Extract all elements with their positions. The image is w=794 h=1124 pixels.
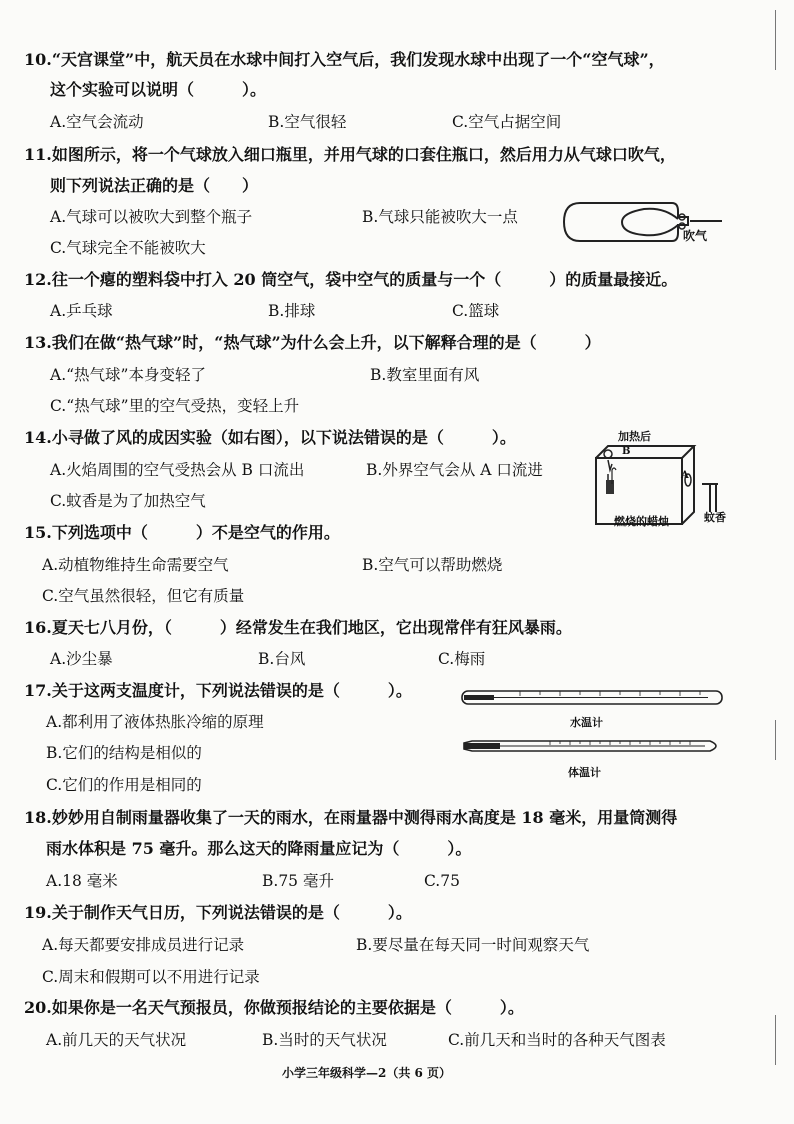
q15-stem-line1: 15.下列选项中（ ）不是空气的作用。 bbox=[24, 523, 340, 542]
q12-option-b: B.排球 bbox=[268, 302, 316, 320]
q10-option-a: A.空气会流动 bbox=[50, 113, 144, 131]
q11-stem-line2: 则下列说法正确的是（ ） bbox=[50, 176, 259, 195]
scan-edge-mark bbox=[775, 10, 776, 70]
q16-option-b: B.台风 bbox=[258, 650, 306, 668]
q19-option-b: B.要尽量在每天同一时间观察天气 bbox=[356, 936, 590, 954]
q13-option-b: B.教室里面有风 bbox=[370, 366, 480, 384]
scan-edge-mark bbox=[775, 720, 776, 760]
scan-edge-mark bbox=[775, 1015, 776, 1065]
q13-stem-line1: 13.我们在做“热气球”时，“热气球”为什么会上升，以下解释合理的是（ ） bbox=[24, 333, 601, 352]
q16-stem-line1: 16.夏天七八月份，（ ）经常发生在我们地区，它出现常伴有狂风暴雨。 bbox=[24, 618, 572, 637]
page-footer: 小学三年级科学—2（共 6 页） bbox=[282, 1066, 452, 1080]
q17-option-b: B.它们的结构是相似的 bbox=[46, 744, 202, 762]
q19-option-c: C.周末和假期可以不用进行记录 bbox=[42, 968, 260, 986]
q20-option-c: C.前几天和当时的各种天气图表 bbox=[448, 1031, 666, 1049]
water-thermometer-figure bbox=[460, 688, 726, 708]
q14-stem-line1: 14.小寻做了风的成因实验（如右图），以下说法错误的是（ ）。 bbox=[24, 428, 516, 447]
opening-a-label: A bbox=[681, 470, 689, 481]
q18-option-c: C.75 bbox=[424, 872, 460, 890]
body-thermometer-figure bbox=[460, 735, 726, 757]
q14-option-c: C.蚊香是为了加热空气 bbox=[50, 492, 206, 510]
q17-option-a: A.都利用了液体热胀冷缩的原理 bbox=[46, 713, 264, 731]
q16-option-c: C.梅雨 bbox=[438, 650, 486, 668]
q12-stem-line1: 12.往一个瘪的塑料袋中打入 20 筒空气，袋中空气的质量与一个（ ）的质量最接近。 bbox=[24, 270, 678, 289]
mosquito-incense-label: 蚊香 bbox=[704, 511, 726, 524]
opening-b-label: B bbox=[622, 446, 631, 457]
q20-stem-line1: 20.如果你是一名天气预报员，你做预报结论的主要依据是（ ）。 bbox=[24, 998, 524, 1017]
burning-candle-label: 燃烧的蜡烛 bbox=[614, 515, 669, 528]
q14-option-a: A.火焰周围的空气受热会从 B 口流出 bbox=[50, 461, 305, 479]
q14-option-b: B.外界空气会从 A 口流进 bbox=[366, 461, 543, 479]
body-thermometer-label: 体温计 bbox=[568, 766, 601, 779]
q18-stem-line1: 18.妙妙用自制雨量器收集了一天的雨水，在雨量器中测得雨水高度是 18 毫米，用量筒测得 bbox=[24, 808, 678, 827]
q18-option-b: B.75 毫升 bbox=[262, 872, 334, 890]
q18-stem-line2: 雨水体积是 75 毫升。那么这天的降雨量应记为（ ）。 bbox=[46, 839, 472, 858]
q16-option-a: A.沙尘暴 bbox=[50, 650, 113, 668]
q11-option-a: A.气球可以被吹大到整个瓶子 bbox=[50, 208, 253, 226]
q13-option-a: A.“热气球”本身变轻了 bbox=[50, 366, 206, 384]
q11-option-c: C.气球完全不能被吹大 bbox=[50, 239, 206, 257]
q20-option-b: B.当时的天气状况 bbox=[262, 1031, 387, 1049]
q15-option-a: A.动植物维持生命需要空气 bbox=[42, 556, 229, 574]
q19-option-a: A.每天都要安排成员进行记录 bbox=[42, 936, 245, 954]
heated-label: 加热后 bbox=[618, 430, 651, 443]
q15-option-c: C.空气虽然很轻，但它有质量 bbox=[42, 587, 245, 605]
q10-stem-line2: 这个实验可以说明（ ）。 bbox=[50, 80, 267, 99]
blow-air-label: 吹气 bbox=[683, 229, 708, 243]
q12-option-a: A.乒乓球 bbox=[50, 302, 113, 320]
q10-option-b: B.空气很轻 bbox=[268, 113, 347, 131]
q17-stem-line1: 17.关于这两支温度计，下列说法错误的是（ ）。 bbox=[24, 681, 412, 700]
q19-stem-line1: 19.关于制作天气日历，下列说法错误的是（ ）。 bbox=[24, 903, 412, 922]
q11-option-b: B.气球只能被吹大一点 bbox=[362, 208, 518, 226]
q10-stem-line1: 10.“天宫课堂”中，航天员在水球中间打入空气后，我们发现水球中出现了一个“空气球”， bbox=[24, 50, 665, 69]
water-thermometer-label: 水温计 bbox=[570, 716, 603, 729]
q10-option-c: C.空气占据空间 bbox=[452, 113, 562, 131]
q15-option-b: B.空气可以帮助燃烧 bbox=[362, 556, 503, 574]
q20-option-a: A.前几天的天气状况 bbox=[46, 1031, 187, 1049]
q18-option-a: A.18 毫米 bbox=[46, 872, 118, 890]
q12-option-c: C.篮球 bbox=[452, 302, 500, 320]
q17-option-c: C.它们的作用是相同的 bbox=[46, 776, 202, 794]
q13-option-c: C.“热气球”里的空气受热，变轻上升 bbox=[50, 397, 300, 415]
q11-stem-line1: 11.如图所示，将一个气球放入细口瓶里，并用气球的口套住瓶口，然后用力从气球口吹气， bbox=[24, 145, 676, 164]
